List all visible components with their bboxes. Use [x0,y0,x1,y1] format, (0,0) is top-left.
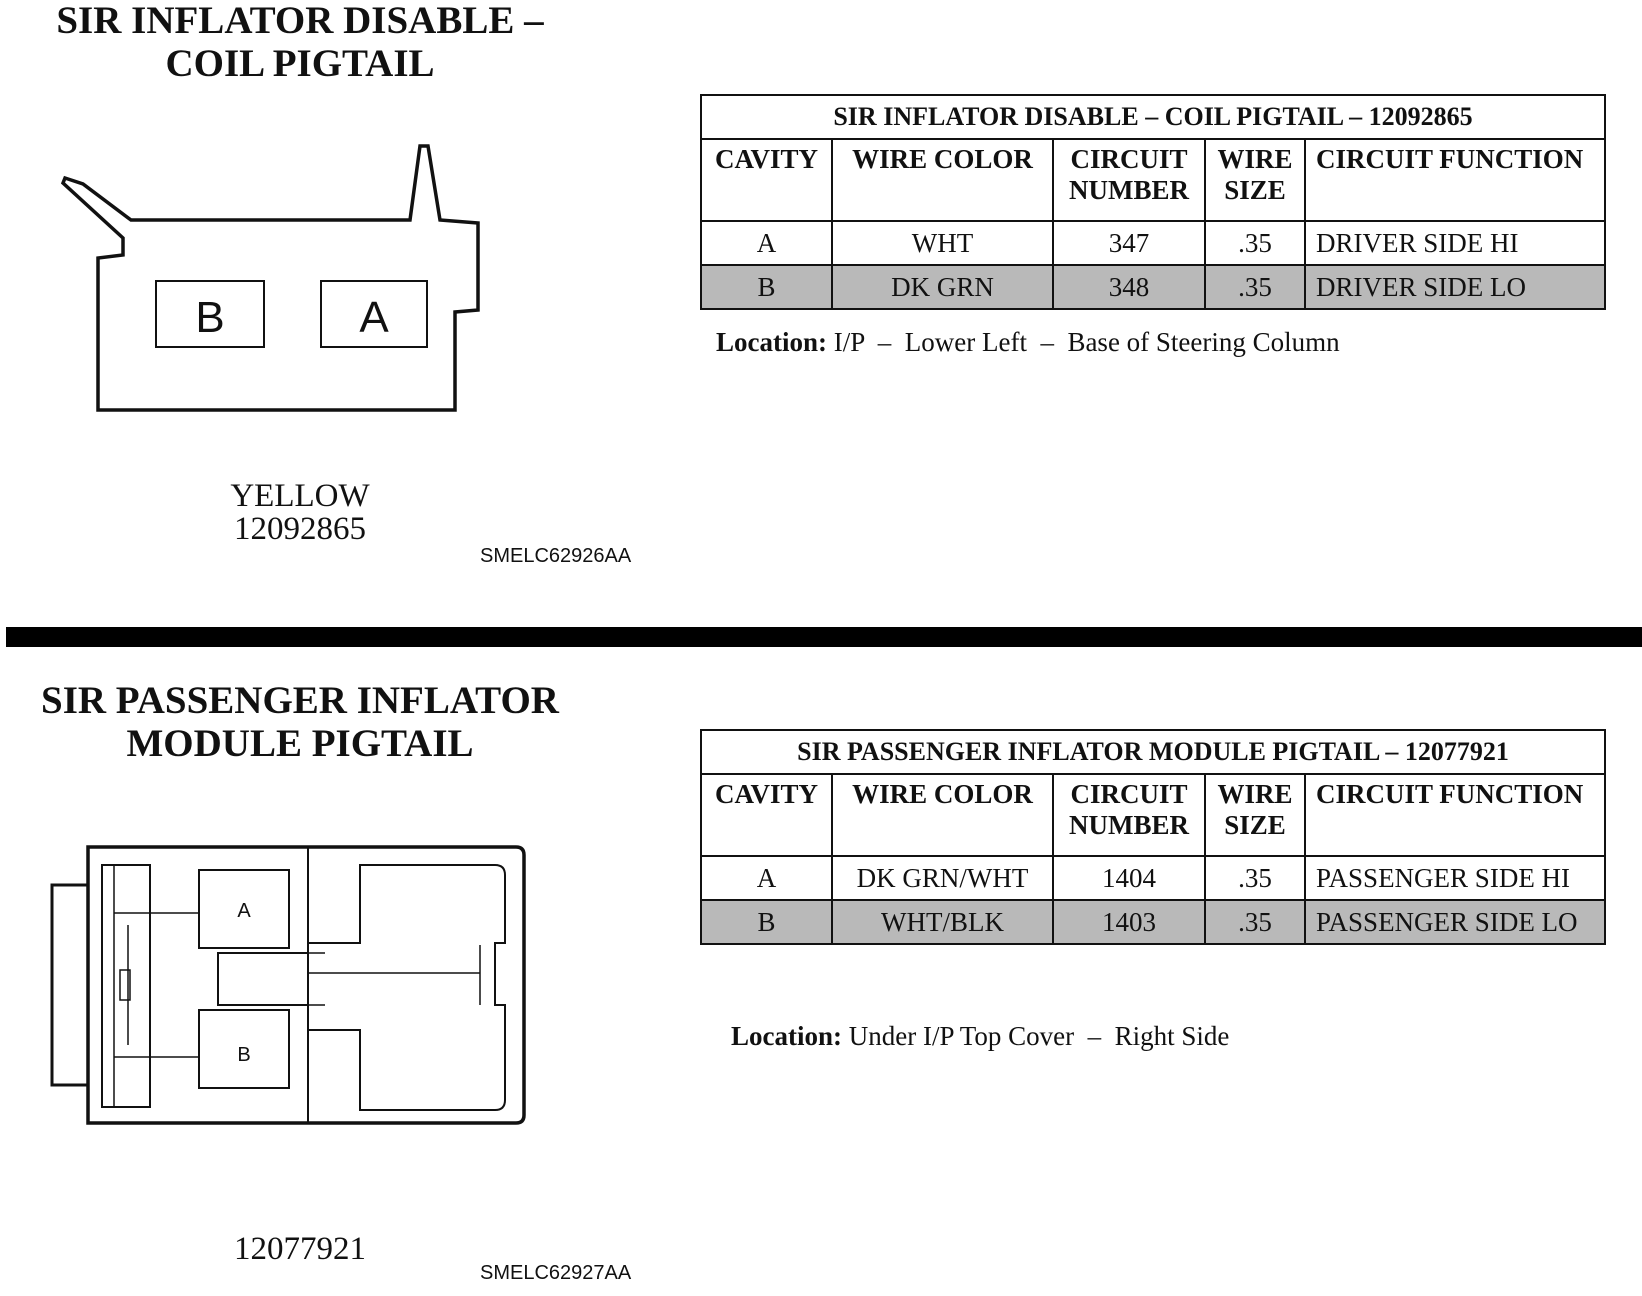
location-text: Under I/P Top Cover – Right Side [842,1021,1230,1051]
section2-part-label [200,1233,400,1266]
location-label: Location: [731,1021,842,1051]
cell-circuit-number: 1404 [1053,856,1205,900]
header-circuit-function: CIRCUIT FUNCTION [1305,139,1605,221]
cell-circuit-number: 348 [1053,265,1205,309]
cell-wire-color: DK GRN/WHT [832,856,1053,900]
cell-wire-size: .35 [1205,900,1305,944]
header-wire-size [1205,774,1305,856]
cell-circuit-number: 347 [1053,221,1205,265]
table-caption: SIR PASSENGER INFLATOR MODULE PIGTAIL – 12077921 [701,730,1605,774]
connector-part-number: 12092865 [234,511,366,547]
section1-part-label [200,480,400,546]
figure-code: SMELC62927AA [480,1262,632,1284]
header-circuit-function: CIRCUIT FUNCTION [1305,774,1605,856]
cell-cavity: A [701,856,832,900]
cell-wire-size: .35 [1205,265,1305,309]
connector-latch [52,885,88,1085]
cell-circuit-function: DRIVER SIDE HI [1305,221,1605,265]
section2-title [20,680,580,766]
cell-circuit-function: PASSENGER SIDE LO [1305,900,1605,944]
table-row [701,221,1605,265]
cell-wire-color: WHT [832,221,1053,265]
cavity-b-label: B [237,1044,251,1066]
table-row [701,900,1605,944]
header-circuit-number [1053,774,1205,856]
coil-pigtail-connector-diagram [55,140,515,420]
header-circuit-number-line1: CIRCUIT [1070,144,1188,174]
header-wire-size-line1: WIRE [1217,779,1293,809]
header-wire-color: WIRE COLOR [832,774,1053,856]
cell-circuit-function: DRIVER SIDE LO [1305,265,1605,309]
header-wire-size-line1: WIRE [1217,144,1293,174]
cell-cavity: B [701,265,832,309]
cavity-a-label: A [359,293,389,342]
section1-title-line2: COIL PIGTAIL [165,41,435,85]
cavity-center-box [218,953,308,1005]
header-cavity: CAVITY [701,774,832,856]
section2-title-line1: SIR PASSENGER INFLATOR [41,679,559,722]
section1-title [20,0,580,86]
cell-wire-size: .35 [1205,856,1305,900]
table-caption: SIR INFLATOR DISABLE – COIL PIGTAIL – 12092865 [701,95,1605,139]
cell-cavity: B [701,900,832,944]
coil-pigtail-pinout-table [700,94,1606,310]
section2-title-line2: MODULE PIGTAIL [126,721,474,765]
location-label: Location: [716,327,827,357]
cavity-a-label: A [237,900,251,922]
header-wire-color: WIRE COLOR [832,139,1053,221]
cell-wire-size: .35 [1205,221,1305,265]
connector-housing-outline [88,847,524,1123]
header-wire-size-line2: SIZE [1224,810,1286,841]
section1-location [716,327,1340,358]
header-circuit-number-line1: CIRCUIT [1070,779,1188,809]
location-text: I/P – Lower Left – Base of Steering Column [827,327,1340,357]
figure-code: SMELC62926AA [480,545,632,567]
section1-title-line1: SIR INFLATOR DISABLE – [56,0,544,42]
cavity-b-label: B [195,293,225,342]
cell-circuit-function: PASSENGER SIDE HI [1305,856,1605,900]
header-wire-size-line2: SIZE [1224,175,1286,206]
passenger-module-pinout-table [700,729,1606,945]
header-cavity: CAVITY [701,139,832,221]
connector-housing-outline [63,146,478,410]
cell-wire-color: WHT/BLK [832,900,1053,944]
cell-wire-color: DK GRN [832,265,1053,309]
section-divider [6,627,1642,647]
header-circuit-number [1053,139,1205,221]
section2-location [731,1021,1229,1052]
connector-color: YELLOW [230,478,370,514]
header-wire-size [1205,139,1305,221]
header-circuit-number-line2: NUMBER [1069,810,1189,841]
cell-cavity: A [701,221,832,265]
passenger-module-connector-diagram [50,845,530,1135]
table-row [701,856,1605,900]
latch-inner-channel [102,865,150,1107]
header-circuit-number-line2: NUMBER [1069,175,1189,206]
connector-part-number: 12077921 [234,1231,366,1267]
table-row [701,265,1605,309]
cell-circuit-number: 1403 [1053,900,1205,944]
